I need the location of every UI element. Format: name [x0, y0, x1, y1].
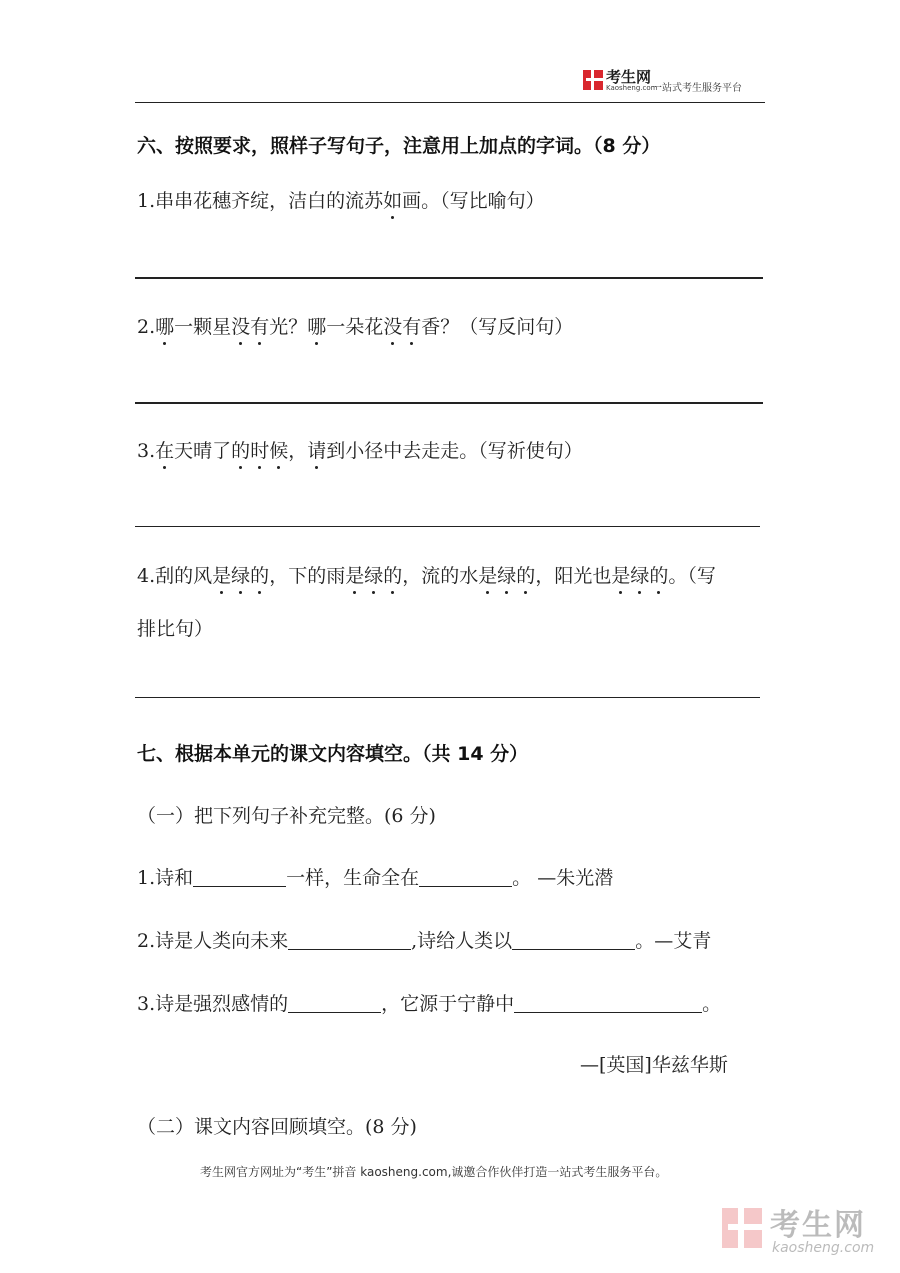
- watermark-logo-icon: [722, 1204, 762, 1252]
- blank-3a[interactable]: [288, 992, 381, 1013]
- footer-text: 考生网官方网址为“考生”拼音 kaosheng.com,诚邀合作伙伴打造一站式考生服务平台。: [200, 1165, 668, 1179]
- part1-title: （一）把下列句子补充完整。(6 分): [137, 805, 436, 827]
- fill-line-3-author: —[英国]华兹华斯: [580, 1054, 728, 1076]
- header-divider: [135, 102, 765, 103]
- fill-line-3: 3.诗是强烈感情的 ，它源于宁静中 。: [137, 993, 722, 1015]
- part2-title: （二）课文内容回顾填空。(8 分): [137, 1116, 417, 1138]
- section7-title: 七、根据本单元的课文内容填空。（共 14 分）: [137, 743, 529, 765]
- kaosheng-logo-icon: [583, 70, 603, 90]
- q1-answer-line[interactable]: [135, 277, 763, 279]
- q4-text-line1: 4.刮的风是绿的，下的雨是绿的，流的水是绿的，阳光也是绿的。（写: [137, 561, 716, 588]
- fill-line-2: 2.诗是人类向未来 ,诗给人类以 。—艾青: [137, 930, 712, 952]
- q4-text-line2: 排比句）: [137, 618, 214, 640]
- q2-answer-line[interactable]: [135, 402, 763, 404]
- header-slogan: 一站式考生服务平台: [652, 83, 742, 94]
- watermark-name: 考生网: [770, 1208, 866, 1243]
- blank-1a[interactable]: [193, 866, 286, 887]
- blank-1b[interactable]: [419, 866, 512, 887]
- q3-answer-line[interactable]: [135, 526, 760, 527]
- blank-3b[interactable]: [514, 992, 702, 1013]
- logo-domain: Kaosheng.com: [606, 84, 658, 92]
- q4-answer-line[interactable]: [135, 697, 760, 698]
- q1-text: 1.串串花穗齐绽，洁白的流苏如画。（写比喻句）: [137, 186, 545, 213]
- fill-line-1: 1.诗和 一样，生命全在 。 —朱光潜: [137, 867, 614, 889]
- blank-2a[interactable]: [288, 929, 411, 950]
- q2-text: 2.哪一颗星没有光？哪一朵花没有香？（写反问句）: [137, 312, 573, 339]
- section6-title: 六、按照要求，照样子写句子，注意用上加点的字词。（8 分）: [137, 135, 661, 157]
- q3-text: 3.在天晴了的时候，请到小径中去走走。（写祈使句）: [137, 436, 583, 463]
- blank-2b[interactable]: [512, 929, 635, 950]
- watermark-domain: kaosheng.com: [772, 1240, 875, 1256]
- logo-name: 考生网: [606, 68, 652, 86]
